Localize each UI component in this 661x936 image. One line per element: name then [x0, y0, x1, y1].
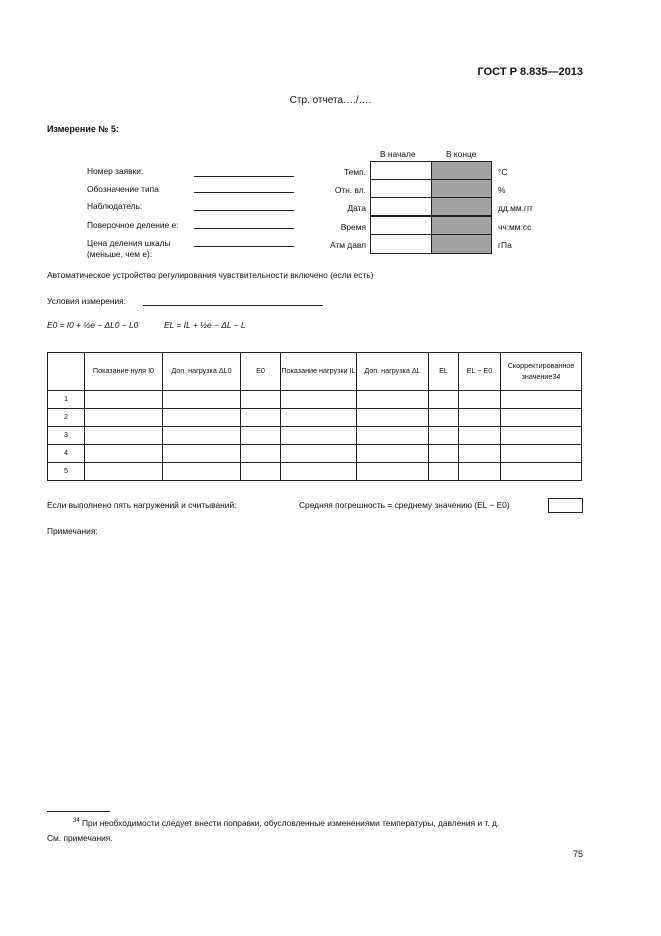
env-start-humidity[interactable]	[370, 179, 432, 198]
table-row	[48, 427, 582, 445]
table-row	[48, 445, 582, 463]
cell[interactable]	[163, 427, 241, 445]
report-page-ref: Стр. отчета…./….	[289, 95, 372, 106]
formula-el-text: EL = IL + ½e − ΔL − L	[164, 320, 246, 330]
field-label-scale-division: Цена деления шкалы	[87, 238, 171, 248]
env-unit-time: чч:мм:сс	[498, 222, 532, 232]
cell[interactable]	[163, 463, 241, 481]
cell[interactable]	[357, 391, 429, 409]
row-index: 5	[48, 463, 85, 481]
results-header-zero-reading: Показание нуля I0	[85, 353, 163, 391]
cell[interactable]	[85, 409, 163, 427]
cell[interactable]	[459, 409, 501, 427]
cell[interactable]	[241, 427, 281, 445]
cell[interactable]	[459, 427, 501, 445]
cell[interactable]	[459, 463, 501, 481]
cell[interactable]	[501, 463, 582, 481]
cell[interactable]	[501, 445, 582, 463]
footnote-text: При необходимости следует внести поправки, обусловленные изменениями температуры, давления и т. д.	[82, 818, 500, 828]
footnote-divider	[47, 811, 110, 812]
cell[interactable]	[357, 409, 429, 427]
results-header-index	[48, 353, 85, 391]
formula-el	[164, 320, 246, 330]
cell[interactable]	[501, 427, 582, 445]
cell[interactable]	[163, 409, 241, 427]
row-index: 4	[48, 445, 85, 463]
results-header-e0: E0	[241, 353, 281, 391]
conditions-label: Условия измерения:	[47, 296, 126, 306]
env-start-pressure[interactable]	[370, 234, 432, 254]
cell[interactable]	[429, 445, 459, 463]
cell[interactable]	[357, 463, 429, 481]
cell[interactable]	[459, 445, 501, 463]
cell[interactable]	[357, 427, 429, 445]
results-header-add-load: Доп. нагрузка ΔL	[357, 353, 429, 391]
cell[interactable]	[163, 391, 241, 409]
cell[interactable]	[281, 391, 357, 409]
mean-error-text: Средняя погрешность = среднему значению (EL − E0)	[299, 500, 510, 510]
cell[interactable]	[357, 445, 429, 463]
five-loads-text: Если выполнено пять нагружений и считываний:	[47, 500, 237, 510]
cell[interactable]	[85, 391, 163, 409]
results-header-load-reading: Показание нагрузки IL	[281, 353, 357, 391]
cell[interactable]	[429, 463, 459, 481]
env-unit-pressure: гПа	[498, 240, 512, 250]
env-end-pressure[interactable]	[431, 234, 492, 254]
env-unit-humidity: %	[498, 185, 506, 195]
cell[interactable]	[241, 409, 281, 427]
cell[interactable]	[85, 445, 163, 463]
notes-label: Примечания:	[47, 526, 98, 536]
mean-error-box[interactable]	[548, 498, 583, 513]
field-label-type: Обозначение типа	[87, 184, 159, 194]
env-end-humidity[interactable]	[431, 179, 492, 198]
cell[interactable]	[429, 427, 459, 445]
cell[interactable]	[241, 463, 281, 481]
field-label-scale-division-note: (меньше, чем e):	[87, 249, 153, 259]
env-end-temp[interactable]	[431, 161, 492, 180]
env-start-date[interactable]	[370, 197, 432, 216]
row-index: 1	[48, 391, 85, 409]
footnote	[47, 816, 587, 845]
formula-e0-text: E0 = I0 + ½e − ΔL0 − L0	[47, 320, 139, 330]
field-label-verification-division: Поверочное деление e:	[87, 220, 179, 230]
cell[interactable]	[501, 409, 582, 427]
page-number: 75	[572, 849, 583, 859]
table-row	[48, 409, 582, 427]
env-label-time: Время	[340, 222, 366, 232]
env-label-temp: Темп.	[344, 167, 366, 177]
table-row	[48, 391, 582, 409]
env-col-start: В начале	[380, 149, 416, 159]
cell[interactable]	[459, 391, 501, 409]
env-label-pressure: Атм давл	[329, 240, 366, 250]
field-label-observer: Наблюдатель:	[87, 201, 143, 211]
table-row	[48, 463, 582, 481]
env-start-time[interactable]	[370, 216, 432, 235]
row-index: 3	[48, 427, 85, 445]
results-header-corrected: Скорректированное значение34	[501, 353, 582, 391]
cell[interactable]	[281, 445, 357, 463]
env-unit-temp: °C	[498, 167, 508, 177]
cell[interactable]	[85, 463, 163, 481]
field-label-request-number: Номер заявки:	[87, 166, 144, 176]
results-header-el: EL	[429, 353, 459, 391]
footnote-line-1	[47, 816, 587, 831]
env-unit-date: дд.мм.ггг	[498, 203, 534, 213]
auto-device-text: Автоматическое устройство регулирования чувствительности включено (если есть)	[47, 270, 374, 280]
env-end-time[interactable]	[431, 216, 492, 235]
env-start-temp[interactable]	[370, 161, 432, 180]
cell[interactable]	[501, 391, 582, 409]
row-index: 2	[48, 409, 85, 427]
results-header-row	[48, 353, 582, 391]
results-header-el-minus-e0: EL − E0	[459, 353, 501, 391]
env-label-date: Дата	[347, 203, 366, 213]
cell[interactable]	[163, 445, 241, 463]
conditions-line[interactable]	[143, 305, 323, 306]
cell[interactable]	[281, 463, 357, 481]
cell[interactable]	[429, 409, 459, 427]
cell[interactable]	[281, 427, 357, 445]
standard-number: ГОСТ Р 8.835—2013	[477, 66, 583, 78]
env-label-humidity: Отн. вл.	[334, 185, 366, 195]
env-col-end: В конце	[446, 149, 477, 159]
cell[interactable]	[429, 391, 459, 409]
footnote-number: 34	[73, 818, 80, 825]
results-table	[47, 352, 582, 481]
formula-e0	[47, 320, 138, 330]
cell[interactable]	[281, 409, 357, 427]
footnote-line-2: См. примечания.	[47, 832, 113, 843]
measurement-title: Измерение № 5:	[47, 124, 119, 134]
results-header-add-load-zero: Доп. нагрузка ΔL0	[163, 353, 241, 391]
cell[interactable]	[241, 445, 281, 463]
cell[interactable]	[85, 427, 163, 445]
cell[interactable]	[241, 391, 281, 409]
env-end-date[interactable]	[431, 197, 492, 216]
